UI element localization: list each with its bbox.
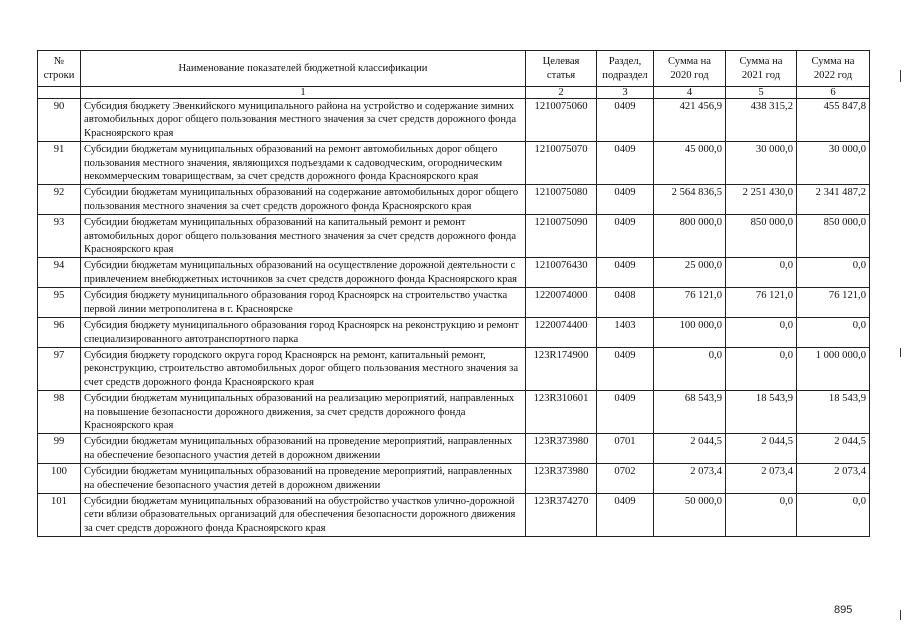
table-row [38, 185, 870, 215]
row-name: Субсидии бюджетам муниципальных образований на осуществление дорожной деятельности с привлечением внебюджетных источников за счет средств дорожного фонда Красноярского края [81, 258, 526, 288]
table-row [38, 288, 870, 318]
scan-edge-mark [900, 610, 901, 620]
target-article: 123R373980 [526, 464, 597, 494]
amount-2021: 0,0 [726, 493, 797, 536]
table-row [38, 347, 870, 390]
amount-2020: 100 000,0 [654, 318, 726, 348]
row-number: 98 [38, 391, 81, 434]
amount-2021: 438 315,2 [726, 99, 797, 142]
amount-2022: 0,0 [797, 318, 870, 348]
header-name: Наименование показателей бюджетной классификации [81, 51, 526, 87]
table-row [38, 142, 870, 185]
row-name: Субсидии бюджетам муниципальных образований на проведение мероприятий, направленных на обеспечение безопасного участия детей в дорожном движении [81, 434, 526, 464]
row-number: 93 [38, 215, 81, 258]
row-number: 92 [38, 185, 81, 215]
target-article: 1220074000 [526, 288, 597, 318]
amount-2022: 2 073,4 [797, 464, 870, 494]
amount-2020: 68 543,9 [654, 391, 726, 434]
amount-2021: 850 000,0 [726, 215, 797, 258]
column-index: 3 [597, 87, 654, 99]
table-row [38, 318, 870, 348]
table-row [38, 215, 870, 258]
amount-2022: 2 341 487,2 [797, 185, 870, 215]
section-code: 0409 [597, 493, 654, 536]
target-article: 1210075060 [526, 99, 597, 142]
target-article: 123R310601 [526, 391, 597, 434]
section-code: 0409 [597, 185, 654, 215]
amount-2021: 2 073,4 [726, 464, 797, 494]
row-number: 91 [38, 142, 81, 185]
amount-2020: 800 000,0 [654, 215, 726, 258]
amount-2020: 2 564 836,5 [654, 185, 726, 215]
column-index: 5 [726, 87, 797, 99]
section-code: 0409 [597, 99, 654, 142]
amount-2021: 0,0 [726, 347, 797, 390]
amount-2022: 455 847,8 [797, 99, 870, 142]
amount-2022: 850 000,0 [797, 215, 870, 258]
column-index-row [38, 87, 870, 99]
section-code: 0409 [597, 258, 654, 288]
column-index: 2 [526, 87, 597, 99]
scan-edge-mark [900, 70, 901, 82]
amount-2022: 0,0 [797, 493, 870, 536]
amount-2021: 0,0 [726, 318, 797, 348]
table-body [38, 99, 870, 537]
table-row [38, 464, 870, 494]
amount-2020: 25 000,0 [654, 258, 726, 288]
column-index: 6 [797, 87, 870, 99]
amount-2021: 2 251 430,0 [726, 185, 797, 215]
row-name: Субсидия бюджету Эвенкийского муниципального района на устройство и содержание зимних автомобильных дорог общего пользования местного значения за счет средств дорожного фонда Красноярского края [81, 99, 526, 142]
row-name: Субсидия бюджету городского округа город Красноярск на ремонт, капитальный ремонт, реконструкцию, строительство автомобильных дорог общего пользования местного значения за счет средств дорожного фонда Красноярского края [81, 347, 526, 390]
amount-2020: 76 121,0 [654, 288, 726, 318]
header-sum-2021: Сумма на 2021 год [726, 51, 797, 87]
table-row [38, 493, 870, 536]
section-code: 0702 [597, 464, 654, 494]
amount-2022: 1 000 000,0 [797, 347, 870, 390]
row-name: Субсидии бюджетам муниципальных образований на проведение мероприятий, направленных на обеспечение безопасного участия детей в дорожном движении [81, 464, 526, 494]
table-row [38, 99, 870, 142]
row-name: Субсидии бюджетам муниципальных образований на содержание автомобильных дорог общего пользования местного значения за счет средств дорожного фонда Красноярского края [81, 185, 526, 215]
header-sum-2022: Сумма на 2022 год [797, 51, 870, 87]
section-code: 0409 [597, 347, 654, 390]
section-code: 0701 [597, 434, 654, 464]
section-code: 0409 [597, 215, 654, 258]
amount-2021: 0,0 [726, 258, 797, 288]
header-sum-2020: Сумма на 2020 год [654, 51, 726, 87]
table-row [38, 391, 870, 434]
page-number: 895 [834, 604, 853, 616]
section-code: 1403 [597, 318, 654, 348]
row-name: Субсидии бюджетам муниципальных образований на ремонт автомобильных дорог общего пользования местного значения, являющихся подъездами к садоводческим, огородническим некоммерческим товариществам, за счет средств дорожного фонда Красноярского края [81, 142, 526, 185]
column-index: 4 [654, 87, 726, 99]
section-code: 0409 [597, 391, 654, 434]
row-number: 96 [38, 318, 81, 348]
target-article: 1210076430 [526, 258, 597, 288]
amount-2020: 2 073,4 [654, 464, 726, 494]
target-article: 123R374270 [526, 493, 597, 536]
table-row [38, 434, 870, 464]
amount-2022: 30 000,0 [797, 142, 870, 185]
row-name: Субсидия бюджету муниципального образования город Красноярск на строительство участка первой линии метрополитена в г. Красноярске [81, 288, 526, 318]
amount-2022: 0,0 [797, 258, 870, 288]
table-row [38, 258, 870, 288]
amount-2022: 18 543,9 [797, 391, 870, 434]
header-row-no: № строки [38, 51, 81, 87]
header-section: Раздел, подраздел [597, 51, 654, 87]
amount-2021: 30 000,0 [726, 142, 797, 185]
row-name: Субсидии бюджетам муниципальных образований на капитальный ремонт и ремонт автомобильных дорог общего пользования местного значения за счет средств дорожного фонда Красноярского края [81, 215, 526, 258]
amount-2021: 2 044,5 [726, 434, 797, 464]
scan-edge-mark [900, 348, 901, 357]
budget-table [37, 50, 870, 537]
row-name: Субсидии бюджетам муниципальных образований на обустройство участков улично-дорожной сети вблизи образовательных организаций для обеспечения безопасности дорожного движения за счет средств дорожного фонда Красноярского края [81, 493, 526, 536]
amount-2022: 76 121,0 [797, 288, 870, 318]
target-article: 1210075090 [526, 215, 597, 258]
row-number: 99 [38, 434, 81, 464]
target-article: 123R373980 [526, 434, 597, 464]
amount-2020: 2 044,5 [654, 434, 726, 464]
amount-2020: 0,0 [654, 347, 726, 390]
section-code: 0409 [597, 142, 654, 185]
amount-2020: 45 000,0 [654, 142, 726, 185]
target-article: 1210075070 [526, 142, 597, 185]
section-code: 0408 [597, 288, 654, 318]
row-name: Субсидии бюджетам муниципальных образований на реализацию мероприятий, направленных на повышение безопасности дорожного движения, за счет средств дорожного фонда Красноярского края [81, 391, 526, 434]
row-number: 100 [38, 464, 81, 494]
header-target: Целевая статья [526, 51, 597, 87]
target-article: 1220074400 [526, 318, 597, 348]
amount-2022: 2 044,5 [797, 434, 870, 464]
amount-2020: 50 000,0 [654, 493, 726, 536]
row-number: 97 [38, 347, 81, 390]
row-number: 94 [38, 258, 81, 288]
amount-2020: 421 456,9 [654, 99, 726, 142]
target-article: 123R174900 [526, 347, 597, 390]
column-index: 1 [81, 87, 526, 99]
row-number: 101 [38, 493, 81, 536]
row-number: 90 [38, 99, 81, 142]
row-number: 95 [38, 288, 81, 318]
amount-2021: 76 121,0 [726, 288, 797, 318]
header-row [38, 51, 870, 87]
row-name: Субсидия бюджету муниципального образования город Красноярск на реконструкцию и ремонт специализированного автотранспортного парка [81, 318, 526, 348]
amount-2021: 18 543,9 [726, 391, 797, 434]
column-index [38, 87, 81, 99]
target-article: 1210075080 [526, 185, 597, 215]
